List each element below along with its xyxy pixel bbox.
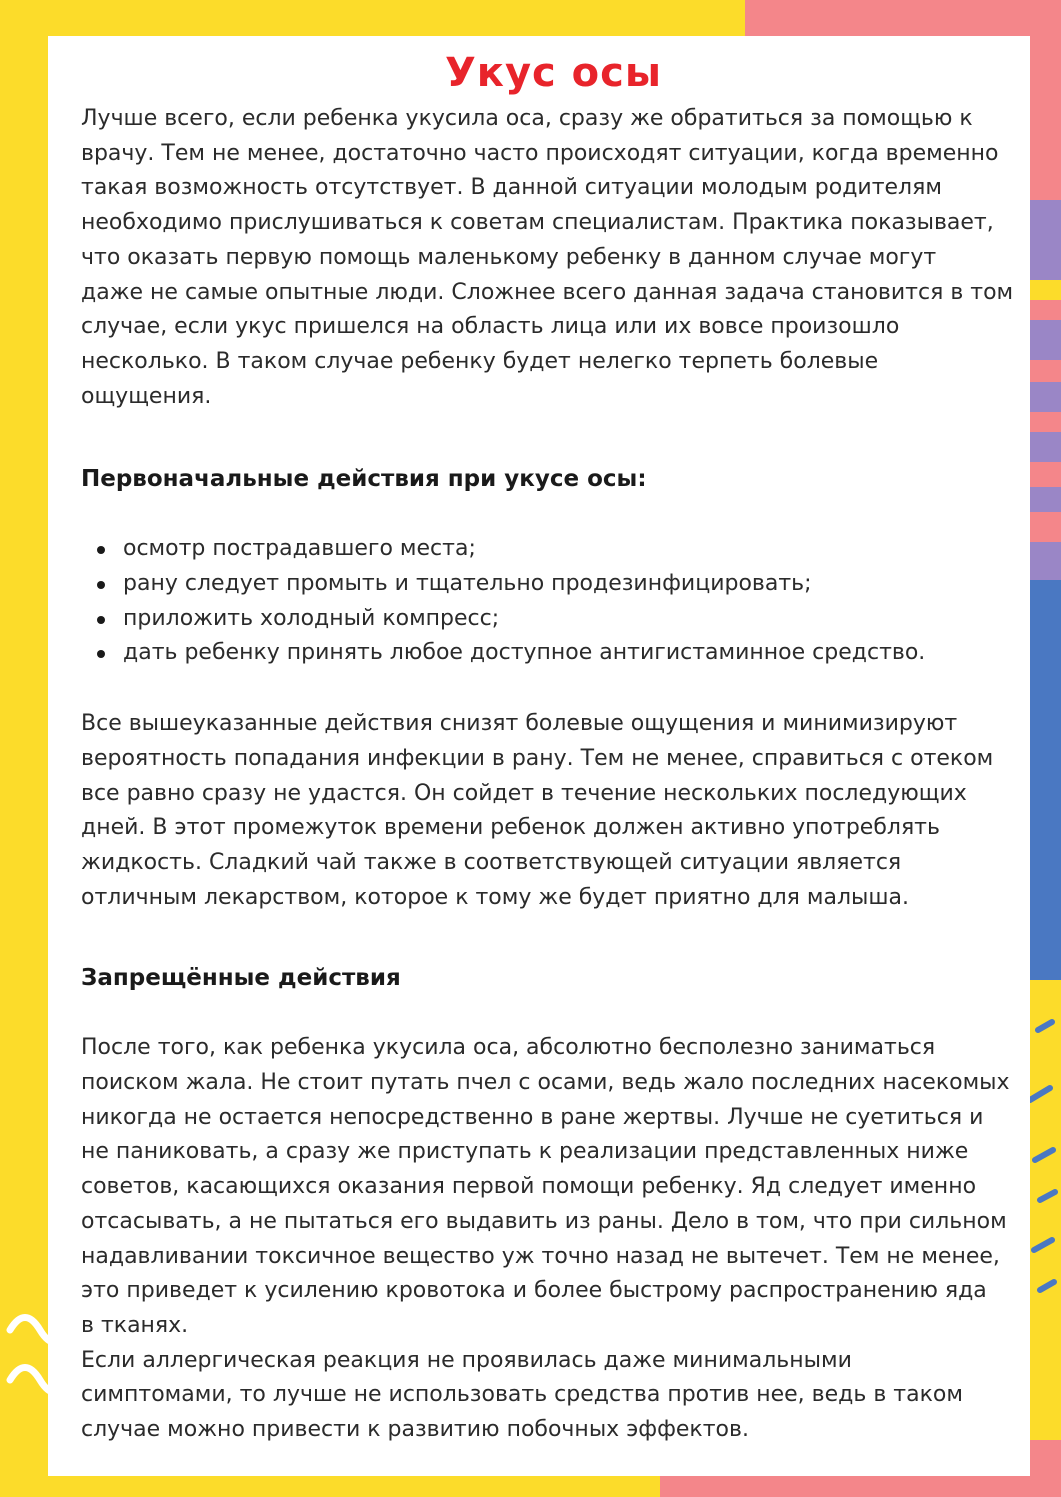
page-title: Укус осы bbox=[444, 50, 663, 96]
forbidden-paragraph-1: После того, как ребенка укусила оса, абсолютно бесполезно заниматься поиском жала. Не стоит путать пчел с осами, ведь жало последних насекомых никогда не остается непосредственно в ране жертвы. Лучше не суетиться и не паниковать, а сразу же приступать к реализации представленных ниже советов, касающихся оказания первой помощи ребенку. Яд следует именно отсасывать, а не пытаться его выдавить из раны. Дело в том, что при сильном надавливании токсичное вещество уж точно назад не вытечет. Тем не менее, это приведет к усилению кровотока и более быстрому распространению яда в тканях. bbox=[81, 1035, 1010, 1338]
document-body bbox=[81, 44, 1046, 1448]
list-item: осмотр пострадавшего места; bbox=[123, 532, 1046, 567]
intro-paragraph: Лучше всего, если ребенка укусила оса, сразу же обратиться за помощью к врачу. Тем не менее, достаточно часто происходят ситуации, когда временно такая возможность отсутствует. В данной ситуации молодым родителям необходимо прислушиваться к советам специалистам. Практика показывает, что оказать первую помощь маленькому ребенку в данном случае могут даже не самые опытные люди. Сложнее всего данная задача становится в том случае, если укус пришелся на область лица или их вовсе произошло несколько. В таком случае ребенку будет нелегко терпеть болевые ощущения. bbox=[81, 106, 1014, 409]
forbidden-paragraph-2: Если аллергическая реакция не проявилась даже минимальными симптомами, то лучше не использовать средства против нее, ведь в таком случае можно привести к развитию побочных эффектов. bbox=[81, 1347, 963, 1443]
first-aid-steps-list bbox=[81, 532, 1046, 671]
after-steps-paragraph: Все вышеуказанные действия снизят болевые ощущения и минимизируют вероятность попадания инфекции в рану. Тем не менее, справиться с отеком все равно сразу не удастся. Он сойдет в течение нескольких последующих дней. В этот промежуток времени ребенок должен активно употреблять жидкость. Сладкий чай также в соответствующей ситуации является отличным лекарством, которое к тому же будет приятно для малыша. bbox=[81, 711, 994, 910]
section-heading-first-aid: Первоначальные действия при укусе осы: bbox=[81, 466, 647, 493]
list-item: рану следует промыть и тщательно продезинфицировать; bbox=[123, 567, 1046, 602]
list-item: дать ребенку принять любое доступное антигистаминное средство. bbox=[123, 636, 1046, 671]
list-item: приложить холодный компресс; bbox=[123, 602, 1046, 637]
section-heading-forbidden: Запрещённые действия bbox=[81, 965, 401, 992]
